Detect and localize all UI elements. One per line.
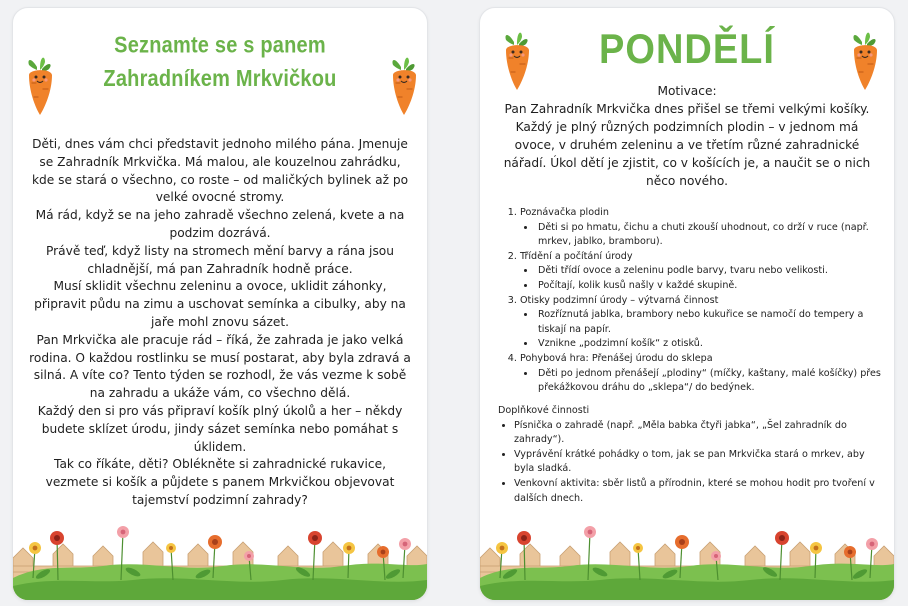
right-page <box>479 7 895 601</box>
extras-block <box>498 404 884 506</box>
carrot-icon <box>387 53 421 117</box>
motivation-text: Pan Zahradník Mrkvička dnes přišel se třemi velkými košíky. Každý je plný různých podzimních plodin – v jednom má ovoce, v druhém zeleninu a ve třetím různé zahradnické nářadí. Úkol dětí je zjistit, co v košících je, a naučit se o nich něco nového. <box>503 102 871 188</box>
activity-detail: • Děti třídí ovoce a zeleninu podle barvy, tvaru nebo velikosti. <box>536 264 884 279</box>
activity-title: Pohybová hra: Přenášej úrodu do sklepa <box>520 352 713 364</box>
story-paragraph: Děti, dnes vám chci představit jednoho milého pána. Jmenuje se Zahradník Mrkvička. Má malou, ale kouzelnou zahrádku, kde se stará o všechno, co roste – od maličkých bylinek až po velké ovocné stromy. <box>31 137 409 205</box>
story-text <box>27 136 413 510</box>
activity-item <box>520 352 884 396</box>
carrot-icon <box>23 53 57 117</box>
activity-item <box>520 206 884 250</box>
day-title: PONDĚLÍ <box>599 26 775 74</box>
activity-item <box>520 294 884 352</box>
activities-list <box>498 206 884 396</box>
motivation-label: Motivace: <box>657 84 717 98</box>
flower-garden-illustration <box>13 508 427 600</box>
story-paragraph: Musí sklidit všechnu zeleninu a ovoce, uklidit záhonky, připravit půdu na zimu a uschovat semínka a cibulky, aby na jaře mohl znovu sázet. <box>34 279 406 329</box>
extras-item: • Venkovní aktivita: sběr listů a přírodnin, které se mohou hodit pro tvoření v dalších dnech. <box>514 477 884 506</box>
activity-detail: • Rozříznutá jablka, brambory nebo kukuřice se namočí do tempery a tiskají na papír. <box>536 308 884 337</box>
story-paragraph: Každý den si pro vás připraví košík plný úkolů a her – někdy budete sklízet úrodu, jindy sázet semínka nebo pomáhat s úklidem. <box>37 403 403 454</box>
page-title: Seznamte se s panem Zahradníkem Mrkvičkou <box>103 33 337 92</box>
activity-detail: • Vznikne „podzimní košík“ z otisků. <box>536 337 884 352</box>
activity-detail: • Děti si po hmatu, čichu a chuti zkouší uhodnout, co drží v ruce (např. mrkev, jablko, bramboru). <box>536 221 884 250</box>
story-paragraph: Pan Mrkvička ale pracuje rád – říká, že zahrada je jako velká rodina. O každou rostlinku se musí postarat, aby byla zdravá a silná. A víte co? Tento týden se rozhodl, že vás vezme k sobě na zahradu a ukáže vám, co všechno dělá. <box>29 332 411 401</box>
story-paragraph: Právě teď, když listy na stromech mění barvy a rána jsou chladnější, má pan Zahradník hodně práce. <box>46 243 394 276</box>
extras-item: • Vyprávění krátké pohádky o tom, jak se pan Mrkvička stará o mrkev, aby byla sladká. <box>514 448 884 477</box>
motivation-block <box>494 82 880 190</box>
extras-item: • Písnička o zahradě (např. „Měla babka čtyři jabka“, „Šel zahradník do zahrady“). <box>514 419 884 448</box>
flower-garden-illustration <box>480 508 894 600</box>
story-paragraph: Má rád, když se na jeho zahradě všechno zelená, kvete a na podzim dozrává. <box>35 208 405 240</box>
story-paragraph: Tak co říkáte, děti? Oblékněte si zahradnické rukavice, vezmete si košík a půjdete s panem Mrkvičkou objevovat tajemství podzimní zahrady? <box>45 457 395 507</box>
activity-detail: • Počítají, kolik kusů našly v každé skupině. <box>536 279 884 294</box>
activity-title: Poznávačka plodin <box>520 207 609 218</box>
activity-item <box>520 250 884 294</box>
left-page <box>12 7 428 601</box>
activity-detail: • Děti po jednom přenášejí „plodiny“ (míčky, kaštany, malé košíčky) přes překážkovou dráhu do „sklepa“/ do bedýnek. <box>536 367 884 396</box>
extras-title: Doplňkové činnosti <box>498 405 590 416</box>
activity-title: Otisky podzimní úrody – výtvarná činnost <box>520 294 719 306</box>
activity-title: Třídění a počítání úrody <box>520 250 633 262</box>
